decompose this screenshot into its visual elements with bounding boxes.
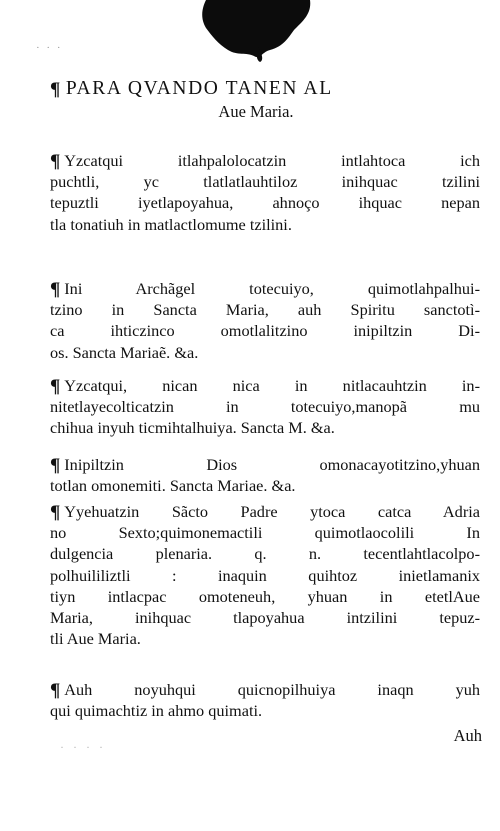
text-line: tepuztli iyetlapoyahua, ahnoço ihquac nepan bbox=[50, 193, 480, 213]
catchword: Auh bbox=[453, 726, 482, 745]
text-line: ¶ Auh noyuhqui quicnopilhuiya inaqn yuh bbox=[50, 680, 480, 701]
text-line: tiyn intlacpac omoteneuh, yhuan in etetlAue bbox=[50, 586, 480, 606]
paragraph-4 bbox=[50, 454, 480, 496]
ink-blot-stain bbox=[198, 0, 318, 62]
text-line: ¶ Inipiltzin Dios omonacayotitzino,yhuan bbox=[50, 455, 480, 476]
text-line: ca ihticzinco omotlalitzino inipiltzin Di- bbox=[50, 321, 480, 341]
text-line: ¶ Yzcatqui, nican nica in nitlacauhtzin in- bbox=[50, 376, 480, 397]
pilcrow-icon: ¶ bbox=[50, 151, 61, 172]
heading-title: PARA QVANDO TANEN AL bbox=[65, 78, 333, 99]
pilcrow-icon: ¶ bbox=[50, 502, 61, 523]
text-line: os. Sancta Mariaẽ. &a. bbox=[50, 342, 199, 362]
text-line: puchtli, yc tlatlatlauhtiloz inihquac tzilini bbox=[50, 172, 480, 192]
text-line: tla tonatiuh in matlactlomume tzilini. bbox=[50, 214, 292, 234]
text-line: tli Aue Maria. bbox=[50, 629, 141, 649]
pilcrow-icon: ¶ bbox=[50, 455, 61, 476]
pilcrow-icon: ¶ bbox=[50, 376, 61, 397]
text-line: chihua inyuh ticmihtalhuiya. Sancta M. &a. bbox=[50, 418, 335, 438]
text-line: ¶ Yyehuatzin Sãcto Padre ytoca catca Adria bbox=[50, 502, 480, 523]
paragraph-1 bbox=[50, 150, 480, 235]
paragraph-3 bbox=[50, 375, 480, 439]
text-line: polhuililiztli : inaquin quihtoz inietlamanix bbox=[50, 565, 480, 585]
text-line: ¶ Yzcatqui itlahpalolocatzin intlahtoca ich bbox=[50, 151, 480, 172]
text-line: nitetlayecolticatzin in totecuiyo,manopã mu bbox=[50, 397, 480, 417]
text-line: dulgencia plenaria. q. n. tecentlahtlacolpo- bbox=[50, 544, 480, 564]
text-line: totlan omonemiti. Sancta Mariae. &a. bbox=[50, 476, 296, 496]
text-line: ¶ Ini Archãgel totecuiyo, quimotlahpalhui- bbox=[50, 279, 480, 300]
pilcrow-icon: ¶ bbox=[50, 279, 61, 300]
bleed-through-marks: · · · · bbox=[60, 740, 106, 754]
text-line: qui quimachtiz in ahmo quimati. bbox=[50, 701, 263, 721]
paragraph-5 bbox=[50, 501, 480, 649]
text-line: no Sexto;quimonemactili quimotlaocolili In bbox=[50, 523, 480, 543]
text-line: tzino in Sancta Maria, auh Spiritu sanctotì- bbox=[50, 300, 480, 320]
pilcrow-icon: ¶ bbox=[50, 680, 61, 701]
text-line: Maria, inihquac tlapoyahua intzilini tepuz- bbox=[50, 607, 480, 627]
section-heading bbox=[50, 78, 480, 100]
paragraph-6 bbox=[50, 679, 480, 721]
section-subheading: Aue Maria. bbox=[218, 102, 294, 121]
bleed-through-marks: · · · bbox=[36, 42, 63, 54]
paragraph-2 bbox=[50, 278, 480, 363]
pilcrow-icon: ¶ bbox=[50, 79, 62, 100]
